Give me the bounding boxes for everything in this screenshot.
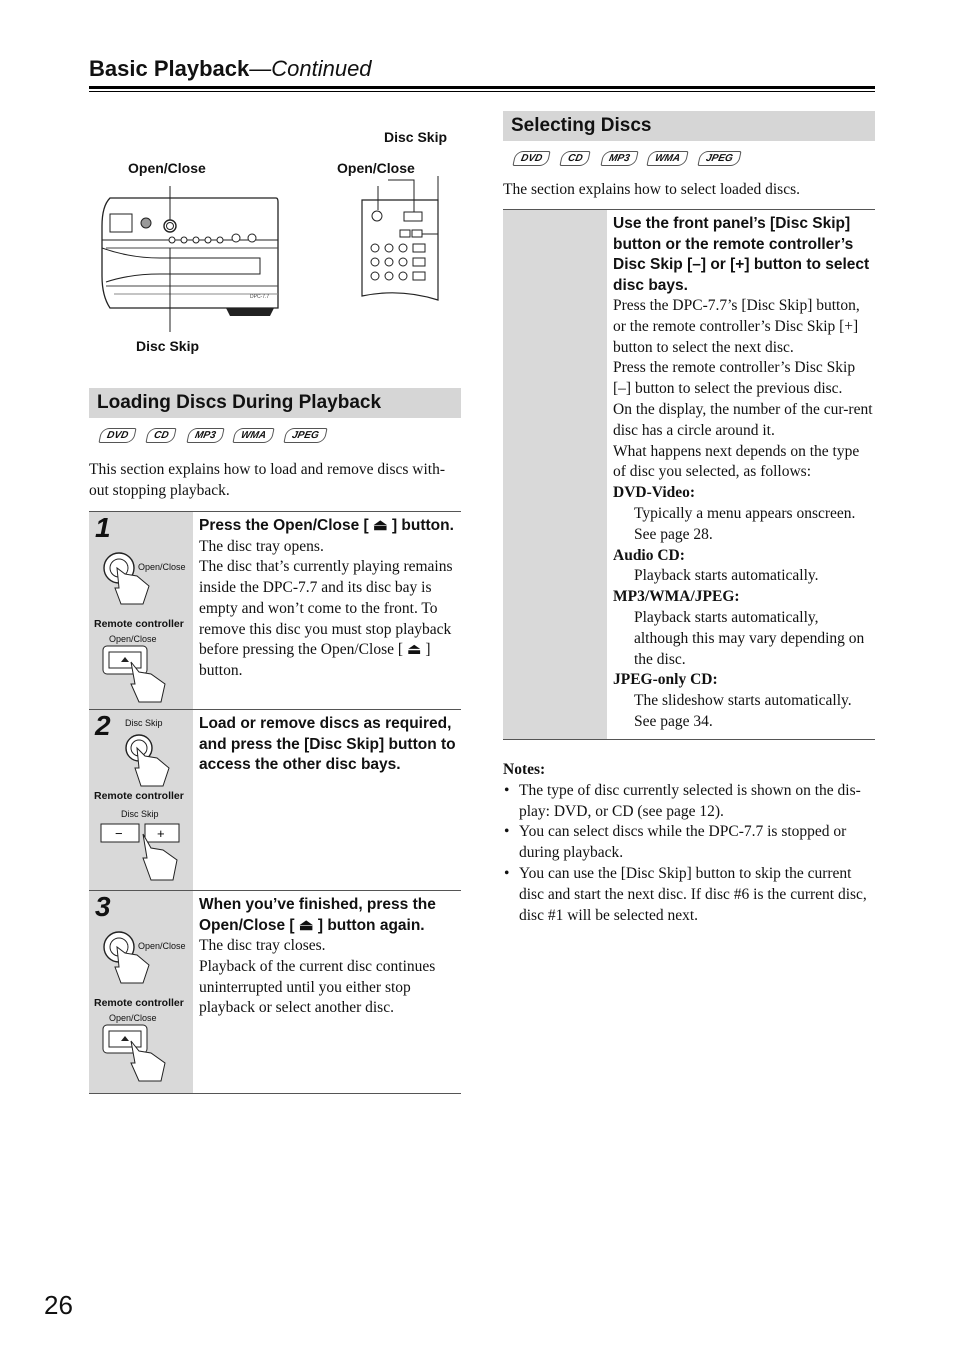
step-number: 1 — [95, 512, 111, 543]
svg-text:+: + — [157, 826, 165, 841]
step-2 — [89, 710, 461, 891]
step-3-line-1: The disc tray closes. — [199, 937, 326, 954]
remote-label: Remote controller — [94, 790, 184, 802]
disc-skip-label: Disc Skip — [125, 718, 163, 728]
wma-icon: WMA — [647, 151, 689, 166]
remote-eject-icon — [101, 644, 181, 706]
dvd-icon: DVD — [512, 151, 550, 166]
step-1-line-1: The disc tray opens. — [199, 537, 324, 555]
device-illustration — [100, 176, 460, 338]
step-2-text — [193, 710, 461, 890]
notes-title: Notes: — [503, 761, 546, 778]
type-desc-mp3: Playback starts automatically, although this may vary depending on the disc. — [634, 608, 865, 668]
remote-button-label: Open/Close — [109, 634, 157, 644]
header-rule — [89, 86, 875, 89]
step-1 — [89, 512, 461, 710]
selecting-step-shade — [503, 210, 607, 739]
note-item: • You can use the [Disc Skip] button to skip the current disc and start the next disc. If disc #6 is the current disc, disc #1 will be selected next. — [503, 864, 877, 926]
callout-disc-skip-top: Disc Skip — [384, 129, 448, 145]
format-icons-selecting — [514, 151, 740, 166]
hand-press-icon — [97, 548, 157, 606]
header-rule-thin — [89, 91, 875, 92]
step-3 — [89, 891, 461, 1094]
step-2-heading: Load or remove discs as required, and press the [Disc Skip] button to access the other disc bays. — [199, 715, 456, 773]
step-2-illustration — [89, 710, 193, 890]
step-1-heading: Press the Open/Close [ ⏏ ] button. — [199, 517, 454, 534]
remote-disc-skip-icon — [99, 820, 183, 886]
type-desc-dvd: Typically a menu appears onscreen. See page 28. — [634, 504, 856, 543]
cd-icon: CD — [560, 151, 592, 166]
remote-label: Remote controller — [94, 997, 184, 1009]
cd-icon: CD — [146, 428, 178, 443]
step-number: 3 — [95, 891, 111, 922]
remote-button-label: Open/Close — [109, 1013, 157, 1023]
step-3-line-2: Playback of the current disc continues uninterrupted until you either stop playback or select another disc. — [199, 957, 436, 1017]
header-continued: —Continued — [249, 56, 372, 81]
selecting-para-1: Press the DPC-7.7’s [Disc Skip] button, or the remote controller’s Disc Skip [+] button to select the next disc. — [613, 297, 860, 356]
mp3-icon: MP3 — [600, 151, 638, 166]
selecting-step-text — [607, 210, 875, 739]
svg-text:DPC-7.7: DPC-7.7 — [250, 294, 270, 300]
dvd-icon: DVD — [98, 428, 136, 443]
step-3-heading: When you’ve finished, press the Open/Close [ ⏏ ] button again. — [199, 896, 436, 934]
callout-disc-skip-bottom: Disc Skip — [136, 338, 200, 354]
jpeg-icon: JPEG — [284, 428, 328, 443]
selecting-heading: Use the front panel’s [Disc Skip] button or the remote controller’s Disc Skip [–] or [+] button to select disc bays. — [613, 215, 870, 294]
type-desc-audio-cd: Playback starts automatically. — [634, 567, 819, 585]
selecting-para-4: What happens next depends on the type of disc you selected, as follows: — [613, 442, 860, 481]
hand-press-icon — [97, 927, 157, 985]
format-icons-loading — [100, 428, 326, 443]
type-label-audio-cd: Audio CD: — [613, 546, 685, 564]
section-title-selecting: Selecting Discs — [503, 111, 875, 141]
remote-label: Remote controller — [94, 618, 184, 630]
note-item: • You can select discs while the DPC-7.7 is stopped or during playback. — [503, 822, 877, 864]
open-close-label: Open/Close — [138, 562, 186, 572]
selecting-step-box — [503, 209, 875, 740]
notes — [503, 760, 877, 926]
selecting-para-2: Press the remote controller’s Disc Skip [–] button to select the previous disc. — [613, 359, 856, 398]
section-title-loading: Loading Discs During Playback — [89, 388, 461, 418]
type-label-mp3: MP3/WMA/JPEG: — [613, 588, 740, 606]
page-number: 26 — [44, 1290, 73, 1320]
header-title: Basic Playback — [89, 56, 250, 81]
page-header — [89, 56, 372, 82]
callout-open-close-left: Open/Close — [128, 160, 206, 176]
steps-table — [89, 511, 461, 1094]
selecting-para-3: On the display, the number of the cur-rent disc has a circle around it. — [613, 400, 873, 439]
open-close-label: Open/Close — [138, 941, 186, 951]
notes-list — [503, 781, 877, 927]
wma-icon: WMA — [233, 428, 275, 443]
mp3-icon: MP3 — [186, 428, 224, 443]
step-1-illustration — [89, 512, 193, 709]
note-item: • The type of disc currently selected is shown on the dis-play: DVD, or CD (see page 12). — [503, 781, 877, 823]
type-label-dvd: DVD-Video: — [613, 484, 696, 502]
step-number: 2 — [95, 710, 111, 741]
step-3-illustration — [89, 891, 193, 1093]
step-3-text — [193, 891, 461, 1093]
type-desc-jpeg: The slideshow starts automatically. See page 34. — [634, 692, 852, 730]
svg-text:−: − — [115, 826, 123, 841]
step-1-line-2: The disc that’s currently playing remains inside the DPC-7.7 and its disc bay is empty and won’t come to the front. To remove this disc you must stop playback before pressing the Open/Close [ ⏏ ] button. — [199, 558, 453, 680]
jpeg-icon: JPEG — [698, 151, 742, 166]
selecting-intro: The section explains how to select loaded discs. — [503, 181, 801, 198]
type-label-jpeg: JPEG-only CD: — [613, 671, 718, 689]
loading-intro: This section explains how to load and remove discs with-out stopping playback. — [89, 461, 446, 499]
remote-eject-icon — [101, 1023, 181, 1085]
callout-open-close-right: Open/Close — [337, 160, 415, 176]
step-1-text — [193, 512, 461, 709]
hand-press-icon — [119, 732, 179, 790]
remote-button-label: Disc Skip — [121, 809, 159, 819]
